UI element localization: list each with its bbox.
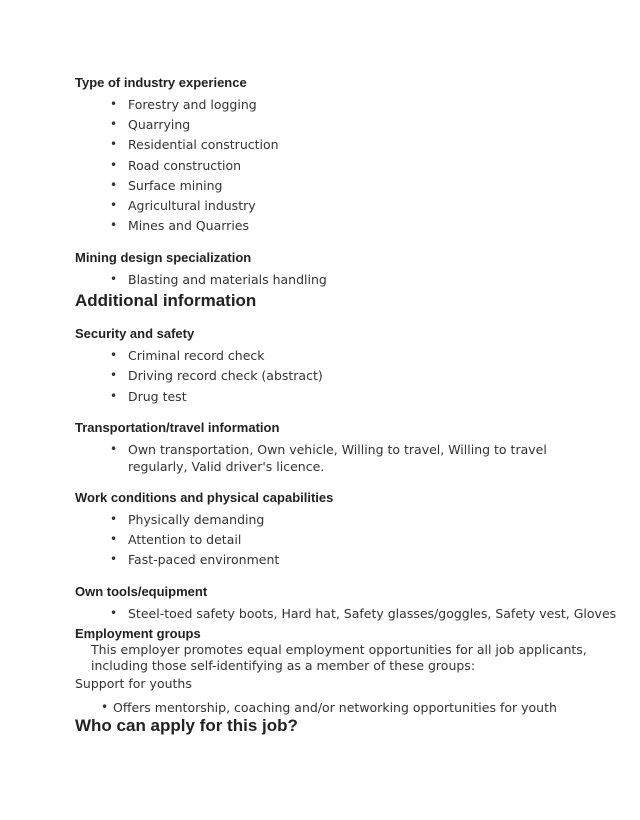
list-item: Residential construction [128,137,279,152]
list-item: Offers mentorship, coaching and/or networking opportunities for youth [113,700,557,715]
list-item: Fast-paced environment [128,552,280,567]
list-item: Forestry and logging [128,97,257,112]
employment-groups-heading: Employment groups [75,626,201,641]
bullet-icon: • [110,137,118,151]
list-item: Steel-toed safety boots, Hard hat, Safety glasses/goggles, Safety vest, Gloves [128,606,617,621]
bullet-icon: • [110,198,118,212]
list-item: Mines and Quarries [128,218,250,233]
list-item: Quarrying [128,117,191,132]
bullet-icon: • [110,117,118,131]
bullet-icon: • [110,178,118,192]
bullet-icon: • [110,442,118,456]
list-item: Own transportation, Own vehicle, Willing to travel, Willing to travel regularly, Valid driver's licence. [128,442,547,474]
list-item: Drug test [128,389,187,404]
bullet-icon: • [110,389,118,403]
mining-heading: Mining design specialization [75,250,252,265]
list-item: Agricultural industry [128,198,256,213]
bullet-icon: • [110,218,118,232]
list-item: Attention to detail [128,532,242,547]
employment-group-name: Support for youths [75,676,192,691]
list-item: Physically demanding [128,512,265,527]
list-item: Criminal record check [128,348,265,363]
transport-heading: Transportation/travel information [75,420,280,435]
list-item: Blasting and materials handling [128,272,327,287]
bullet-icon: • [110,606,118,620]
list-item: Road construction [128,158,242,173]
who-can-apply-heading: Who can apply for this job? [75,716,298,735]
tools-heading: Own tools/equipment [75,584,208,599]
employment-groups-description-line1: This employer promotes equal employment opportunities for all job applicants, [91,642,587,657]
bullet-icon: • [110,158,118,172]
bullet-icon: • [101,700,109,714]
security-heading: Security and safety [75,326,195,341]
work-conditions-heading: Work conditions and physical capabilities [75,490,334,505]
bullet-icon: • [110,97,118,111]
list-item: Driving record check (abstract) [128,368,323,383]
bullet-icon: • [110,552,118,566]
bullet-icon: • [110,348,118,362]
bullet-icon: • [110,532,118,546]
list-item: Surface mining [128,178,223,193]
bullet-icon: • [110,512,118,526]
additional-heading: Additional information [75,291,257,310]
industry-heading: Type of industry experience [75,75,247,90]
bullet-icon: • [110,272,118,286]
bullet-icon: • [110,368,118,382]
employment-groups-description-line2: including those self-identifying as a member of these groups: [91,658,476,673]
